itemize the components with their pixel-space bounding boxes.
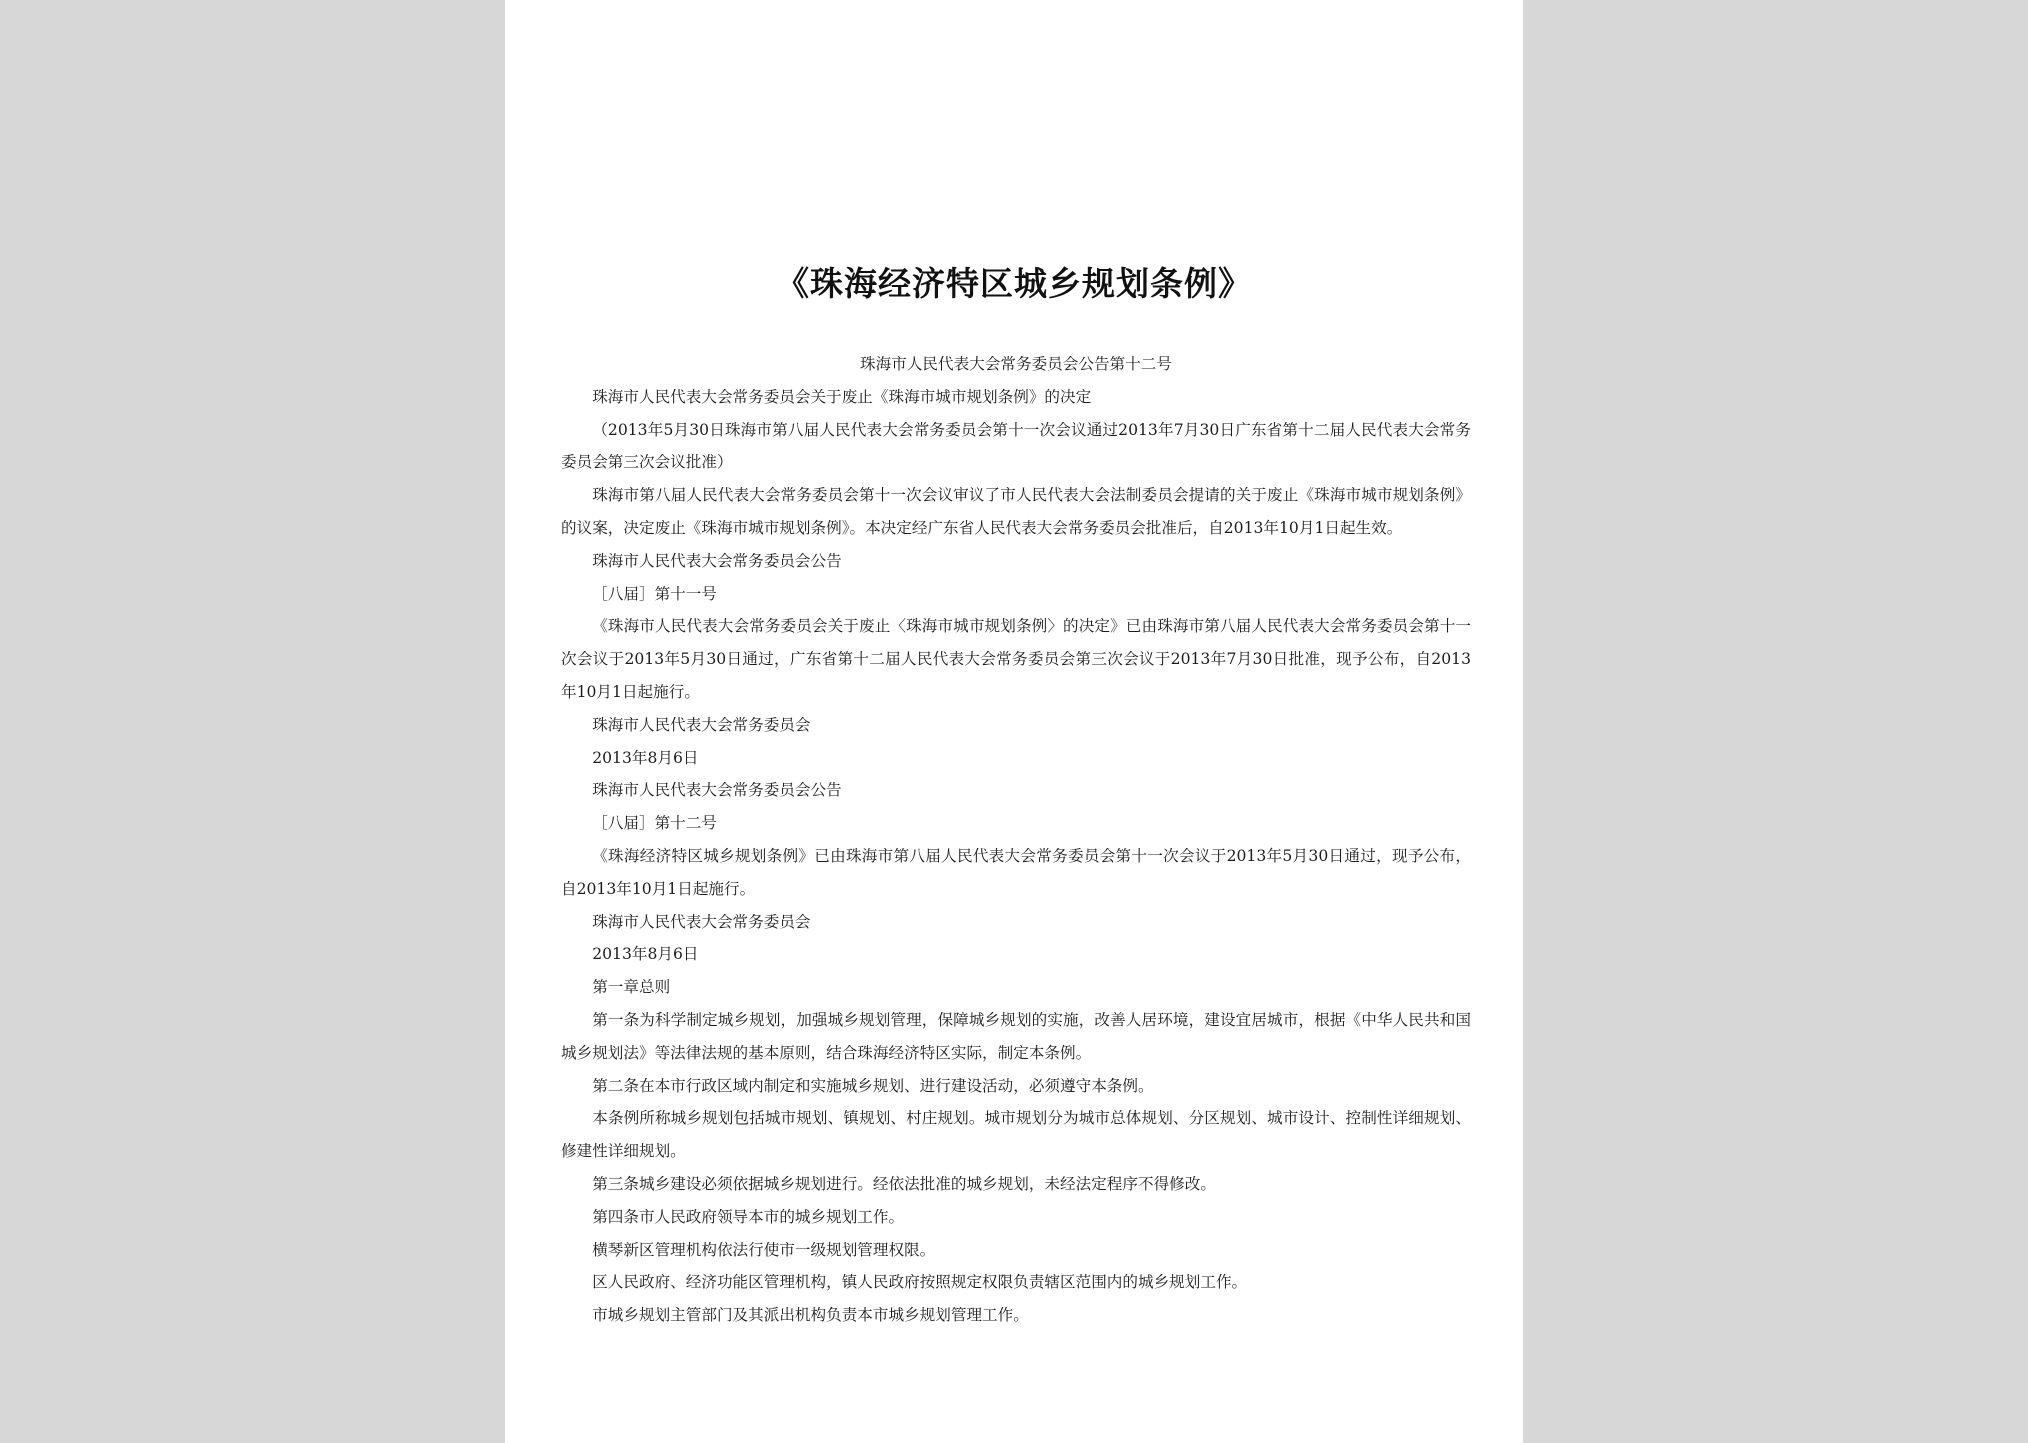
article-3: 第三条城乡建设必须依据城乡规划进行。经依法批准的城乡规划，未经法定程序不得修改。: [592, 1174, 1216, 1193]
announcement-name-2: 珠海市人民代表大会常务委员会公告: [592, 781, 842, 800]
announcement-heading: 珠海市人民代表大会常务委员会公告第十二号: [860, 355, 1172, 373]
announcement-text-1: 《珠海市人民代表大会常务委员会关于废止〈珠海市城市规划条例〉的决定》已由珠海市第八届人民代表大会常务委员会第十一次会议于2013年5月30日通过，广东省第十二届人民代表大会常务委员会第三次会议于2013年7月30日批准，现予公布，自2013年10月1日起施行。: [561, 617, 1471, 701]
article-1: 第一条为科学制定城乡规划，加强城乡规划管理，保障城乡规划的实施，改善人居环境，建设宜居城市，根据《中华人民共和国城乡规划法》等法律法规的基本原则，结合珠海经济特区实际，制定本条例。: [561, 1010, 1471, 1062]
chapter-heading: 第一章总则: [592, 978, 671, 997]
approval-note: （2013年5月30日珠海市第八届人民代表大会常务委员会第十一次会议通过2013年7月30日广东省第十二届人民代表大会常务委员会第三次会议批准）: [561, 420, 1471, 472]
article-4-clause-3: 市城乡规划主管部门及其派出机构负责本市城乡规划管理工作。: [592, 1306, 1029, 1325]
announcement-number-1: ［八届］第十一号: [592, 584, 717, 603]
document-title: 《珠海经济特区城乡规划条例》: [776, 264, 1252, 303]
article-4-clause-1: 横琴新区管理机构依法行使市一级规划管理权限。: [592, 1240, 936, 1259]
decision-text: 珠海市第八届人民代表大会常务委员会第十一次会议审议了市人民代表大会法制委员会提请的关于废止《珠海市城市规划条例》的议案，决定废止《珠海市城市规划条例》。本决定经广东省人民代表大会常务委员会批准后，自2013年10月1日起生效。: [561, 486, 1471, 537]
article-4: 第四条市人民政府领导本市的城乡规划工作。: [592, 1207, 905, 1226]
article-2-clause: 本条例所称城乡规划包括城市规划、镇规划、村庄规划。城市规划分为城市总体规划、分区规划、城市设计、控制性详细规划、修建性详细规划。: [561, 1109, 1471, 1161]
issuer-1: 珠海市人民代表大会常务委员会: [592, 715, 811, 734]
announcement-number-2: ［八届］第十二号: [592, 814, 717, 833]
issuer-2: 珠海市人民代表大会常务委员会: [592, 912, 811, 931]
date-2: 2013年8月6日: [592, 945, 699, 964]
article-2: 第二条在本市行政区域内制定和实施城乡规划、进行建设活动，必须遵守本条例。: [592, 1076, 1154, 1095]
document-page: [505, 0, 1523, 1443]
article-4-clause-2: 区人民政府、经济功能区管理机构，镇人民政府按照规定权限负责辖区范围内的城乡规划工作。: [592, 1273, 1248, 1292]
document-body: [561, 348, 1471, 1332]
decision-title: 珠海市人民代表大会常务委员会关于废止《珠海市城市规划条例》的决定: [592, 387, 1092, 406]
announcement-text-2: 《珠海经济特区城乡规划条例》已由珠海市第八届人民代表大会常务委员会第十一次会议于2013年5月30日通过，现予公布，自2013年10月1日起施行。: [561, 846, 1471, 898]
announcement-name-1: 珠海市人民代表大会常务委员会公告: [592, 551, 842, 570]
date-1: 2013年8月6日: [592, 748, 699, 767]
